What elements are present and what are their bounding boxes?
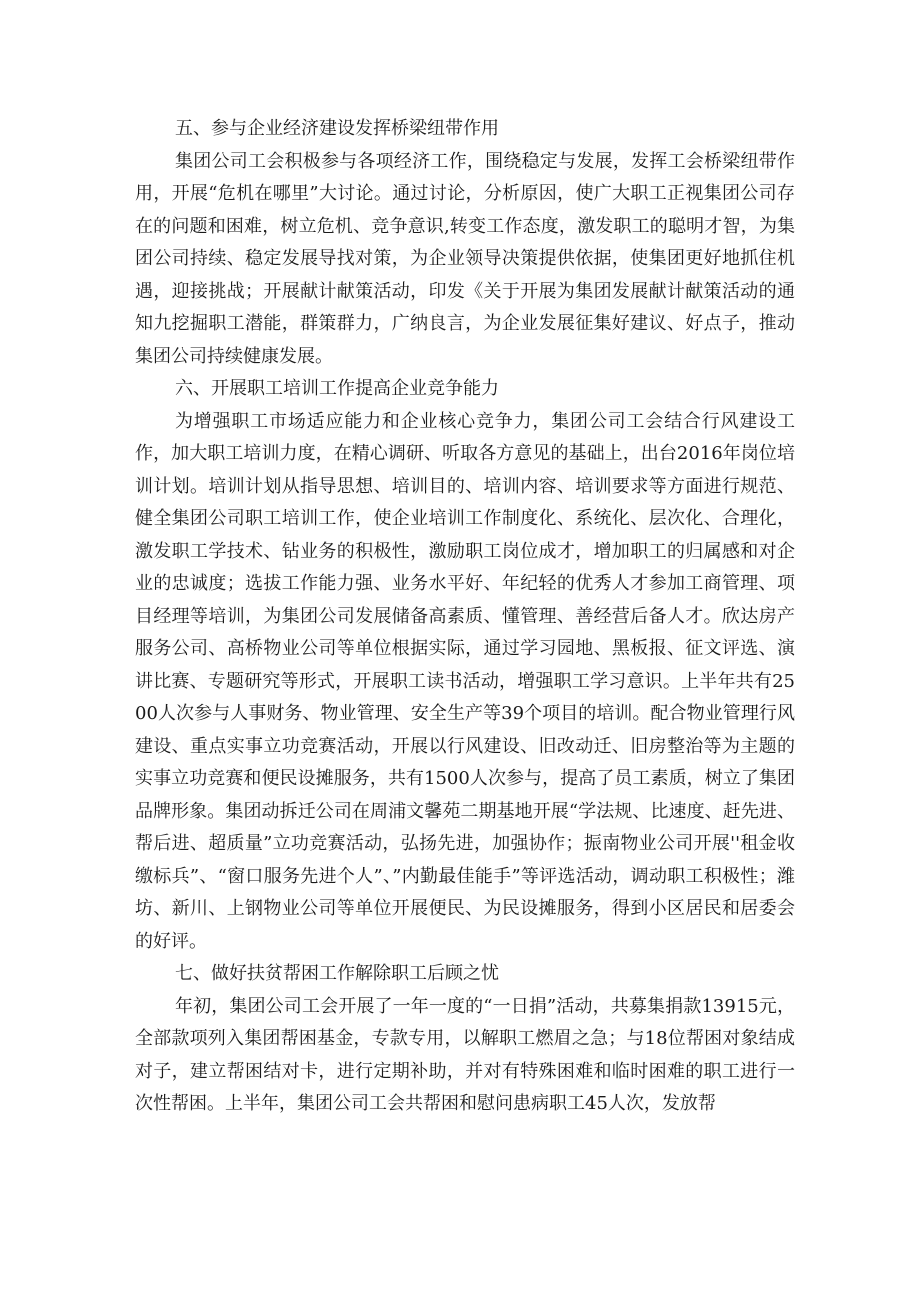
- document-body: [135, 113, 795, 1121]
- section-heading-7: 七、做好扶贫帮困工作解除职工后顾之忧: [175, 963, 499, 984]
- section-heading-6: 六、开展职工培训工作提高企业竞争能力: [175, 378, 499, 399]
- section-paragraph-5: 集团公司工会积极参与各项经济工作，围绕稳定与发展，发挥工会桥梁纽带作用，开展“危机在哪里”大讨论。通过讨论，分析原因，使广大职工正视集团公司存在的问题和困难，树立危机、竞争意识,转变工作态度，激发职工的聪明才智，为集团公司持续、稳定发展导找对策，为企业领导决策提供依据，使集团更好地抓住机遇，迎接挑战；开展献计献策活动，印发《关于开展为集团发展献计献策活动的通知九挖掘职工潜能，群策群力，广纳良言，为企业发展征集好建议、好点子，推动集团公司持续健康发展。: [135, 150, 795, 367]
- section-heading-5: 五、参与企业经济建设发挥桥梁纽带作用: [175, 118, 499, 139]
- section-paragraph-6: 为增强职工市场适应能力和企业核心竞争力，集团公司工会结合行风建设工作，加大职工培训力度，在精心调研、听取各方意见的基础上，出台2016年岗位培训计划。培训计划从指导思想、培训目的、培训内容、培训要求等方面进行规范、健全集团公司职工培训工作，使企业培训工作制度化、系统化、层次化、合理化，激发职工学技术、钻业务的积极性，激励职工岗位成才，增加职工的归属感和对企业的忠诚度；选拔工作能力强、业务水平好、年纪轻的优秀人才参加工商管理、项目经理等培训，为集团公司发展储备高素质、懂管理、善经营后备人才。欣达房产服务公司、高桥物业公司等单位根据实际，通过学习园地、黑板报、征文评选、演讲比赛、专题研究等形式，开展职工读书活动，增强职工学习意识。上半年共有2500人次参与人事财务、物业管理、安全生产等39个项目的培训。配合物业管理行风建设、重点实事立功竞赛活动，开展以行风建设、旧改动迁、旧房整治等为主题的实事立功竞赛和便民设摊服务，共有1500人次参与，提高了员工素质，树立了集团品牌形象。集团动拆迁公司在周浦文馨苑二期基地开展“学法规、比速度、赶先进、帮后进、超质量”立功竞赛活动，弘扬先进，加强协作；振南物业公司开展''租金收缴标兵”、“窗口服务先进个人”、”内勤最佳能手”等评选活动，调动职工积极性；潍坊、新川、上钢物业公司等单位开展便民、为民设摊服务，得到小区居民和居委会的好评。: [135, 410, 795, 952]
- section-paragraph-7: 年初，集团公司工会开展了一年一度的“一日捐”活动，共募集捐款13915元，全部款项列入集团帮困基金，专款专用，以解职工燃眉之急；与18位帮困对象结成对子，建立帮困结对卡，进行定期补助，并对有特殊困难和临时困难的职工进行一次性帮困。上半年，集团公司工会共帮困和慰问患病职工45人次，发放帮: [135, 995, 795, 1114]
